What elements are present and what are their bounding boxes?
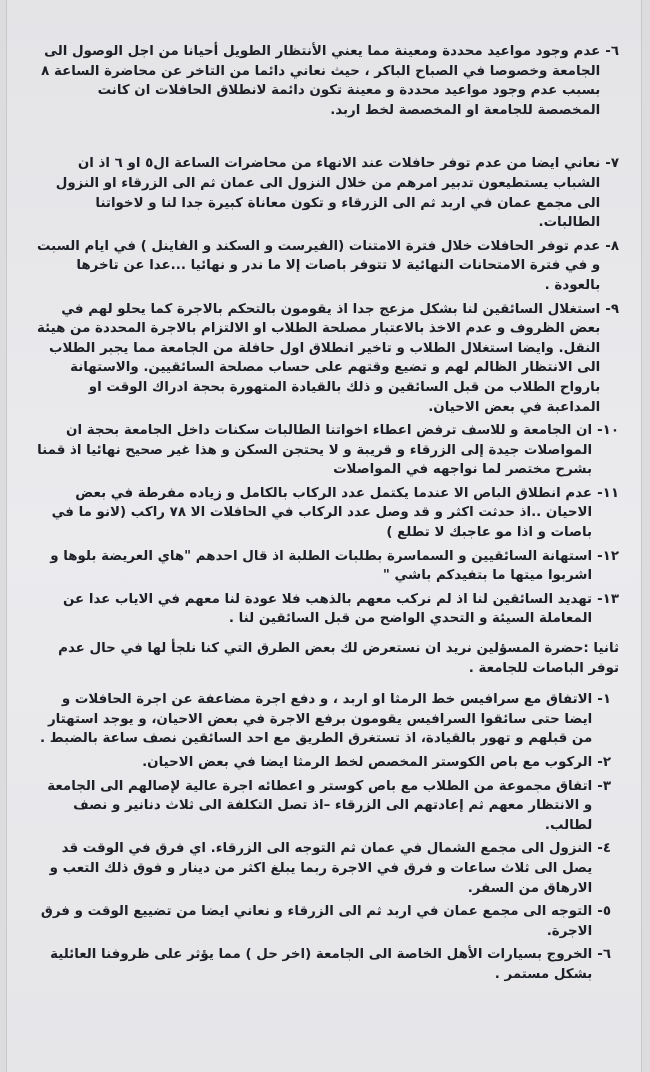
list-item — [37, 902, 611, 941]
list-item — [37, 690, 611, 749]
item-text: استهانة السائقيين و السماسرة بطلبات الطلبة اذ قال احدهم "هاي العريضة بلوها و اشربوا ميتها ما بتفيدكم باشي " — [50, 548, 593, 584]
item-number: ٣- — [597, 778, 611, 794]
item-text: الركوب مع باص الكوستر المخصص لخط الرمثا ايضا في بعض الاحيان. — [142, 755, 593, 770]
item-text: استغلال السائقين لنا بشكل مزعج جدا اذ يقومون بالتحكم بالاجرة كما يحلو لهم في بعض الظروف و عدم الاخذ بالاعتبار مصلحة الطلاب او الالتزام بالاجرة المحددة من هيئة النقل. وايضا استغلال الطلاب و تاخير انطلاق اول حافلة من الجامعة مما يجبر الطلاب الى الانتظار الظالم لهم و تضيع وقتهم على حساب مصلحة السائقيين. والاستهانة بارواح الطلاب من قبل السائقين و ذلك بالقيادة المتهورة بحجة ادراك الوقت او المداعبة في بعض الاحيان. — [37, 301, 601, 415]
item-number: ١٢- — [597, 548, 619, 564]
item-text: ان الجامعة و للاسف ترفض اعطاء اخواتنا الطالبات سكنات داخل الجامعة بحجة ان المواصلات جيدة إلى الزرقاء و قريبة و لا يحتجن السكن و هذا غير صحيح نهائيا اذ قمنا بشرح مختصر لما نواجهه في المواصلات — [37, 423, 593, 478]
list-item — [37, 753, 611, 773]
item-number: ١٠- — [597, 423, 619, 439]
item-number: ٦- — [605, 44, 619, 59]
item-number: ٩- — [605, 301, 619, 317]
complaints-list — [37, 42, 619, 629]
item-number: ٤- — [597, 841, 611, 857]
list-item — [37, 945, 611, 984]
list-item — [37, 777, 611, 836]
list-item — [37, 421, 619, 480]
list-item — [37, 154, 619, 232]
item-text: النزول الى مجمع الشمال في عمان ثم التوجه الى الزرقاء. اي فرق في الوقت قد يصل الى ثلاث ساعات و فرق في الاجرة ربما يبلغ اكثر من دينار و فوق ذلك التعب و الارهاق من السفر. — [49, 841, 593, 896]
item-number: ١١- — [597, 485, 619, 501]
list-item — [37, 590, 619, 629]
item-number: ٨- — [605, 238, 619, 254]
list-item — [37, 547, 619, 586]
item-text: نعاني ايضا من عدم توفر حافلات عند الانهاء من محاضرات الساعة ال٥ او ٦ اذ ان الشباب يستطيعون تدبير امرهم من خلال النزول الى عمان ثم الى الزرقاء او النزول الى مجمع عمان في اربد ثم الى الزرقاء و تكون معاناة كبيرة جدا لنا و لاخواتنا الطالبات. — [55, 156, 601, 231]
solutions-list — [37, 690, 619, 984]
list-item — [37, 839, 611, 898]
item-number: ٥- — [597, 904, 611, 920]
list-item — [37, 484, 619, 543]
document-body — [7, 0, 641, 985]
list-item — [37, 237, 619, 296]
scanned-page — [6, 0, 642, 1072]
item-text: اتفاق مجموعة من الطلاب مع باص كوستر و اعطائه اجرة عالية لإصالهم الى الجامعة و الانتظار معهم ثم إعادتهم الى الزرقاء –اذ تصل التكلفة الى ثلاث دنانير و نصف لطالب. — [47, 778, 593, 833]
item-number: ٢- — [597, 755, 611, 770]
item-text: الخروج بسيارات الأهل الخاصة الى الجامعة (اخر حل ) مما يؤثر على ظروفنا العائلية بشكل مستمر . — [50, 947, 593, 982]
item-text: الاتفاق مع سرافيس خط الرمثا او اربد ، و دفع اجرة مضاعفة عن اجرة الحافلات و ايضا حتى سائقوا السرافيس يقومون برفع الاجرة في بعض الاحيان، و يوجد استهتار من قبلهم و تهور بالقيادة، اذ تستغرق الطريق مع احد السائقين نصف ساعة بالضبط . — [40, 692, 593, 747]
item-number: ١- — [597, 692, 611, 708]
section-intro: ثانيا :حضرة المسؤلين نريد ان نستعرض لك بعض الطرق التي كنا نلجأ لها في حال عدم توفر الباصات للجامعة . — [58, 641, 619, 676]
list-item — [37, 42, 619, 120]
item-text: التوجه الى مجمع عمان في اربد ثم الى الزرقاء و نعاني ايضا من تضييع الوقت و فرق الاجرة. — [40, 904, 593, 939]
item-number: ٧- — [605, 156, 619, 172]
item-text: عدم توفر الحافلات خلال فترة الامتنات (الفيرست و السكند و الفاينل ) في ايام السبت و في فترة الامتحانات النهائية لا تتوفر باصات إلا ما ندر و نهائيا ...عدا عن تاخرها بالعودة . — [37, 238, 601, 293]
list-item — [37, 300, 619, 418]
item-number: ١٣- — [597, 591, 619, 607]
item-text: عدم انطلاق الباص الا عندما يكتمل عدد الركاب بالكامل و زياده مفرطة في بعض الاحيان ..اذ حدثت اكثر و قد وصل عدد الركاب في الحافلات الا ٧٨ راكب (لانو ما في باصات و اذا مو عاجبك لا تطلع ) — [51, 485, 593, 541]
item-text: عدم وجود مواعيد محددة ومعينة مما يعني الأنتظار الطويل أحيانا من اجل الوصول الى الجامعة وخصوصا في الصباح الباكر ، حيث نعاني دائما من التاخر عن محاضرة الساعة ٨ بسبب عدم وجود مواعيد محددة و معينة تكون دائمة لانطلاق الحافلات ان كانت المخصصة للجامعة او المخصصة لخط اربد. — [41, 44, 601, 118]
item-text: تهديد السائقين لنا اذ لم نركب معهم بالذهب فلا عودة لنا معهم في الاياب عدا عن المعاملة السيئة و التحدي الواضح من قبل السائقين لنا . — [63, 591, 593, 627]
item-number: ٦- — [597, 947, 611, 963]
